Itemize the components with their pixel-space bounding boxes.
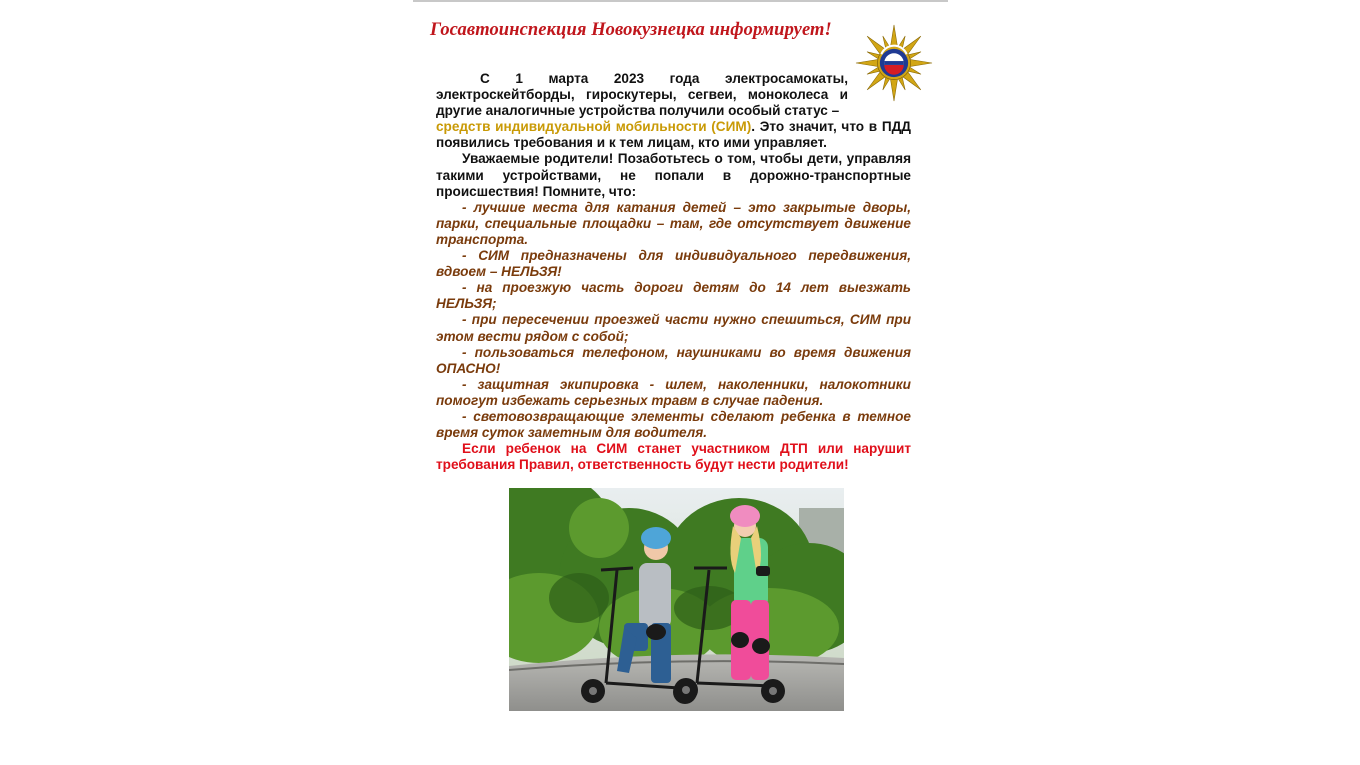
intro-text-start: С 1 марта 2023 года электросамокаты, электроскейтборды, гироскутеры, сегвеи, моноколеса и другие аналогичные устройства получили особый статус – [436, 71, 848, 119]
rule-item: - СИМ предназначены для индивидуального передвижения, вдвоем – НЕЛЬЗЯ! [436, 248, 911, 280]
rule-item: - лучшие места для катания детей – это закрытые дворы, парки, специальные площадки – там, где отсутствует движение транспорта. [436, 199, 911, 247]
notice-document [414, 2, 948, 722]
rule-item: - защитная экипировка - шлем, наколенники, налокотники помогут избежать серьезных травм в случае падения. [436, 376, 911, 408]
notice-title: Госавтоинспекция Новокузнецка информирует! [430, 20, 832, 40]
intro-paragraph [436, 71, 911, 151]
rule-item: - световозвращающие элементы сделают ребенка в темное время суток заметным для водителя. [436, 408, 911, 441]
rule-item: - пользоваться телефоном, наушниками во время движения ОПАСНО! [436, 344, 911, 376]
parent-responsibility-warning: Если ребенок на СИМ станет участником ДТП или нарушит требования Правил, ответственность будут нести родители! [436, 441, 911, 473]
sim-definition-highlight: средств индивидуальной мобильности (СИМ) [436, 119, 752, 135]
intro-text-end: . Это значит, что в ПДД появились требования и к тем лицам, кто ими управляет. [436, 119, 911, 151]
rule-item: - на проезжую часть дороги детям до 14 лет выезжать НЕЛЬЗЯ; [436, 280, 911, 312]
rule-item: - при пересечении проезжей части нужно спешиться, СИМ при этом вести рядом с собой; [436, 312, 911, 344]
children-on-scooters-photo [509, 488, 844, 711]
notice-body [436, 71, 911, 473]
appeal-paragraph: Уважаемые родители! Позаботьтесь о том, чтобы дети, управляя такими устройствами, не попали в дорожно-транспортные происшествия! Помните, что: [436, 151, 911, 199]
intro-narrow-block [436, 71, 848, 119]
